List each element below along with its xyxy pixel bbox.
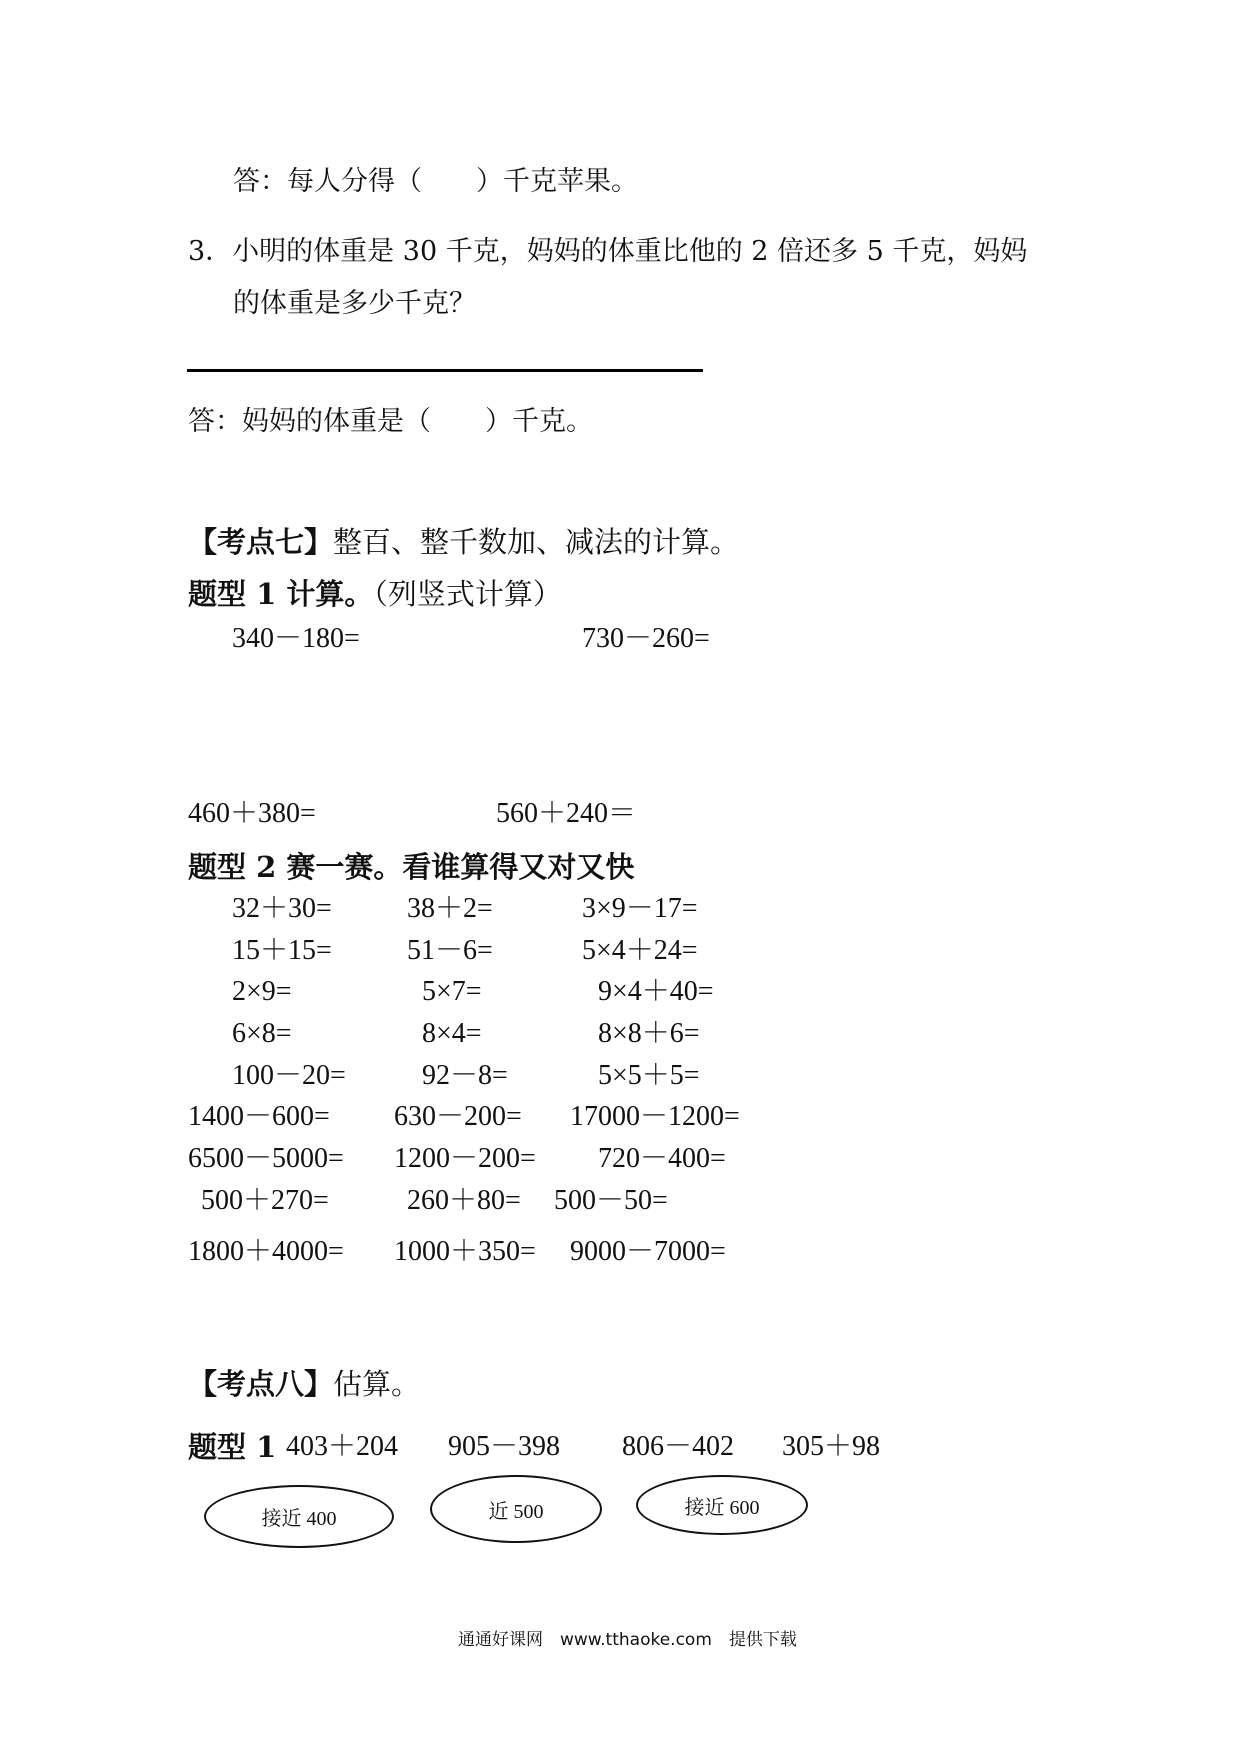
topic8-type1-label: 题型 1 [188, 1430, 277, 1464]
answer-writing-line [187, 369, 703, 372]
q3-answer: 答：妈妈的体重是（ ）千克。 [188, 406, 593, 437]
quick-calc-item: 720－400= [598, 1143, 726, 1174]
topic7-type2-label: 题型 2 赛一赛。看谁算得又对又快 [188, 850, 635, 884]
quick-calc-item: 38＋2= [407, 893, 493, 924]
quick-calc-item: 8×4= [422, 1018, 482, 1049]
quick-calc-item: 2×9= [232, 976, 292, 1007]
topic8-heading-bold: 【考点八】 [188, 1367, 334, 1401]
topic7-heading-rest: 整百、整千数加、减法的计算。 [333, 525, 740, 559]
estimate-item: 305＋98 [782, 1431, 881, 1462]
quick-calc-item: 1800＋4000= [188, 1236, 344, 1267]
estimate-item: 403＋204 [286, 1431, 399, 1462]
footer-text: 通通好课网 www.tthaoke.com 提供下载 [458, 1630, 797, 1650]
estimate-oval-label: 近 500 [488, 1500, 544, 1523]
quick-calc-item: 1000＋350= [394, 1236, 536, 1267]
topic7-type1-label [188, 577, 562, 611]
quick-calc-item: 92－8= [422, 1060, 508, 1091]
calc-item: 460＋380= [188, 798, 316, 829]
quick-calc-item: 100－20= [232, 1060, 346, 1091]
estimate-oval [636, 1475, 808, 1535]
quick-calc-item: 1200－200= [394, 1143, 536, 1174]
quick-calc-item: 500＋270= [201, 1185, 329, 1216]
quick-calc-item: 9000－7000= [570, 1236, 726, 1267]
topic7-type1-label-bold: 题型 1 计算。 [188, 577, 374, 611]
estimate-oval-label: 接近 600 [684, 1496, 760, 1519]
estimate-item: 806－402 [622, 1431, 735, 1462]
quick-calc-item: 32＋30= [232, 893, 332, 924]
quick-calc-item: 5×4＋24= [582, 935, 698, 966]
q2-answer: 答：每人分得（ ）千克苹果。 [233, 166, 638, 197]
quick-calc-item: 6×8= [232, 1018, 292, 1049]
topic7-type1-label-rest: （列竖式计算） [373, 577, 562, 611]
estimate-item: 905－398 [448, 1431, 561, 1462]
estimate-oval-label: 接近 400 [261, 1508, 337, 1530]
estimate-oval [430, 1475, 602, 1543]
calc-item: 560＋240＝ [496, 798, 637, 829]
quick-calc-item: 5×7= [422, 976, 482, 1007]
quick-calc-item: 8×8＋6= [598, 1018, 700, 1049]
topic7-heading [188, 525, 740, 559]
quick-calc-item: 17000－1200= [570, 1101, 740, 1132]
quick-calc-item: 51－6= [407, 935, 493, 966]
calc-item: 340－180= [232, 623, 360, 654]
calc-item: 730－260= [582, 623, 710, 654]
q3-line1: 3．小明的体重是 30 千克，妈妈的体重比他的 2 倍还多 5 千克，妈妈 [188, 236, 1028, 267]
topic8-heading [188, 1367, 421, 1401]
topic7-heading-bold: 【考点七】 [188, 525, 334, 559]
estimate-oval [204, 1485, 394, 1548]
quick-calc-item: 6500－5000= [188, 1143, 344, 1174]
quick-calc-item: 260＋80= [407, 1185, 521, 1216]
quick-calc-item: 1400－600= [188, 1101, 330, 1132]
quick-calc-item: 15＋15= [232, 935, 332, 966]
quick-calc-item: 630－200= [394, 1101, 522, 1132]
q3-line2: 的体重是多少千克？ [233, 288, 476, 319]
topic8-heading-rest: 估算。 [333, 1367, 421, 1401]
quick-calc-item: 3×9－17= [582, 893, 698, 924]
quick-calc-item: 500－50= [554, 1185, 668, 1216]
quick-calc-item: 9×4＋40= [598, 976, 714, 1007]
quick-calc-item: 5×5＋5= [598, 1060, 700, 1091]
